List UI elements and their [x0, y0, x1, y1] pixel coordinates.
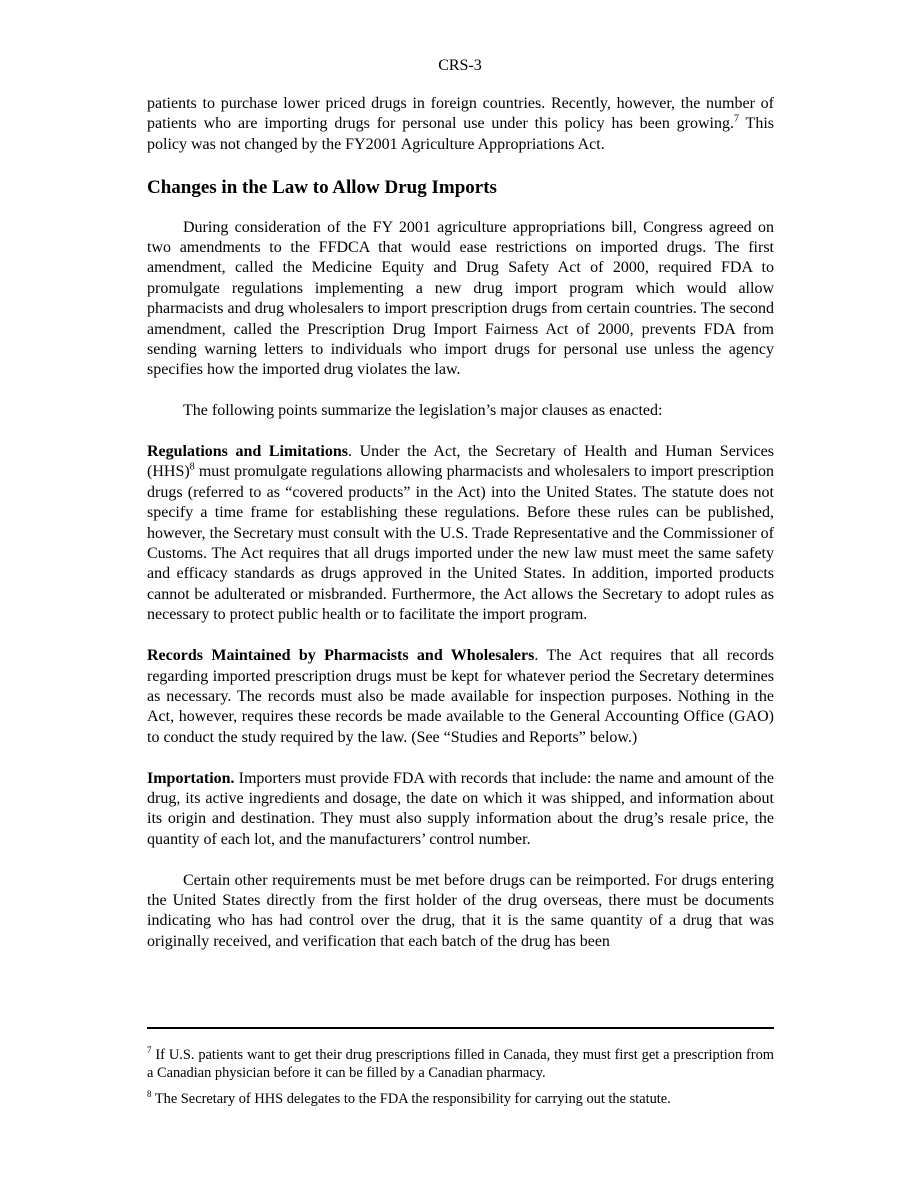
footnote-8 [147, 1090, 774, 1108]
section-paragraph-2: The following points summarize the legislation’s major clauses as enacted: [183, 402, 663, 420]
footnote-8-number: 8 [147, 1089, 152, 1100]
footnote-7 [147, 1046, 774, 1082]
regulations-body: must promulgate regulations allowing pharmacists and wholesalers to import prescription drugs (referred to as “covered products” in the Act) into the United States. The statute does not specify a time frame for establishing these regulations. Before these rules can be published, however, the Secretary must consult with the U.S. Trade Representative and the Commissioner of Customs. The Act requires that all drugs imported under the new law must meet the same safety and efficacy standards as drugs approved in the United States. In addition, imported products cannot be adulterated or misbranded. Furthermore, the Act allows the Secretary to adopt rules as necessary to protect public health or to facilitate the import program. [147, 463, 774, 624]
footnote-8-text: The Secretary of HHS delegates to the FDA the responsibility for carrying out the statute. [151, 1091, 671, 1107]
records-title: Records Maintained by Pharmacists and Wholesalers [147, 647, 535, 665]
records-body: . The Act requires that all records regarding imported prescription drugs must be kept for whatever period the Secretary determines as necessary. The records must also be made available for inspection purposes. Nothing in the Act, however, requires these records be made available to the General Accounting Office (GAO) to conduct the study required by the law. (See “Studies and Reports” below.) [147, 647, 775, 746]
section-heading: Changes in the Law to Allow Drug Imports [147, 176, 497, 198]
intro-text-a: patients to purchase lower priced drugs in foreign countries. Recently, however, the number of patients who are importing drugs for personal use under this policy has been growing. [147, 95, 774, 133]
footnote-7-text: If U.S. patients want to get their drug prescriptions filled in Canada, they must first get a prescription from a Canadian physician before it can be filled by a Canadian pharmacy. [147, 1047, 774, 1081]
importation-body: Importers must provide FDA with records that include: the name and amount of the drug, its active ingredients and dosage, the date on which it was shipped, and information about its origin and destination. They must also supply information about the drug’s resale price, the quantity of each lot, and the manufacturers’ control number. [147, 769, 774, 848]
importation-title: Importation. [147, 769, 235, 787]
regulations-paragraph [147, 442, 774, 626]
footnote-7-number: 7 [147, 1045, 152, 1056]
importation-paragraph [147, 769, 774, 851]
footnotes [147, 1046, 774, 1116]
footnote-ref-8[interactable]: 8 [189, 462, 195, 474]
intro-paragraph [147, 94, 774, 155]
document-body [147, 94, 774, 973]
records-paragraph [147, 646, 774, 748]
footnote-ref-7[interactable]: 7 [734, 114, 739, 126]
regulations-lead: . Under the Act, the Secretary of Health and Human Services (HHS) [147, 443, 774, 481]
footnote-divider [147, 1027, 774, 1029]
regulations-title: Regulations and Limitations [147, 443, 348, 461]
reimport-paragraph: Certain other requirements must be met before drugs can be reimported. For drugs entering the United States directly from the first holder of the drug overseas, there must be documents indicating who has had control over the drug, that it is the same quantity of a drug that was originally received, and verification that each batch of the drug has been [147, 871, 774, 950]
section-paragraph-1: During consideration of the FY 2001 agriculture appropriations bill, Congress agreed on two amendments to the FFDCA that would ease restrictions on imported drugs. The first amendment, called the Medicine Equity and Drug Safety Act of 2000, required FDA to promulgate regulations implementing a new drug import program which would allow pharmacists and drug wholesalers to import prescription drugs from certain countries. The second amendment, called the Prescription Drug Import Fairness Act of 2000, prevents FDA from sending warning letters to individuals who import drugs for personal use unless the agency specifies how the imported drug violates the law. [147, 218, 774, 379]
page-number-header: CRS-3 [438, 57, 482, 74]
intro-text-b: This policy was not changed by the FY2001 Agriculture Appropriations Act. [147, 115, 774, 153]
